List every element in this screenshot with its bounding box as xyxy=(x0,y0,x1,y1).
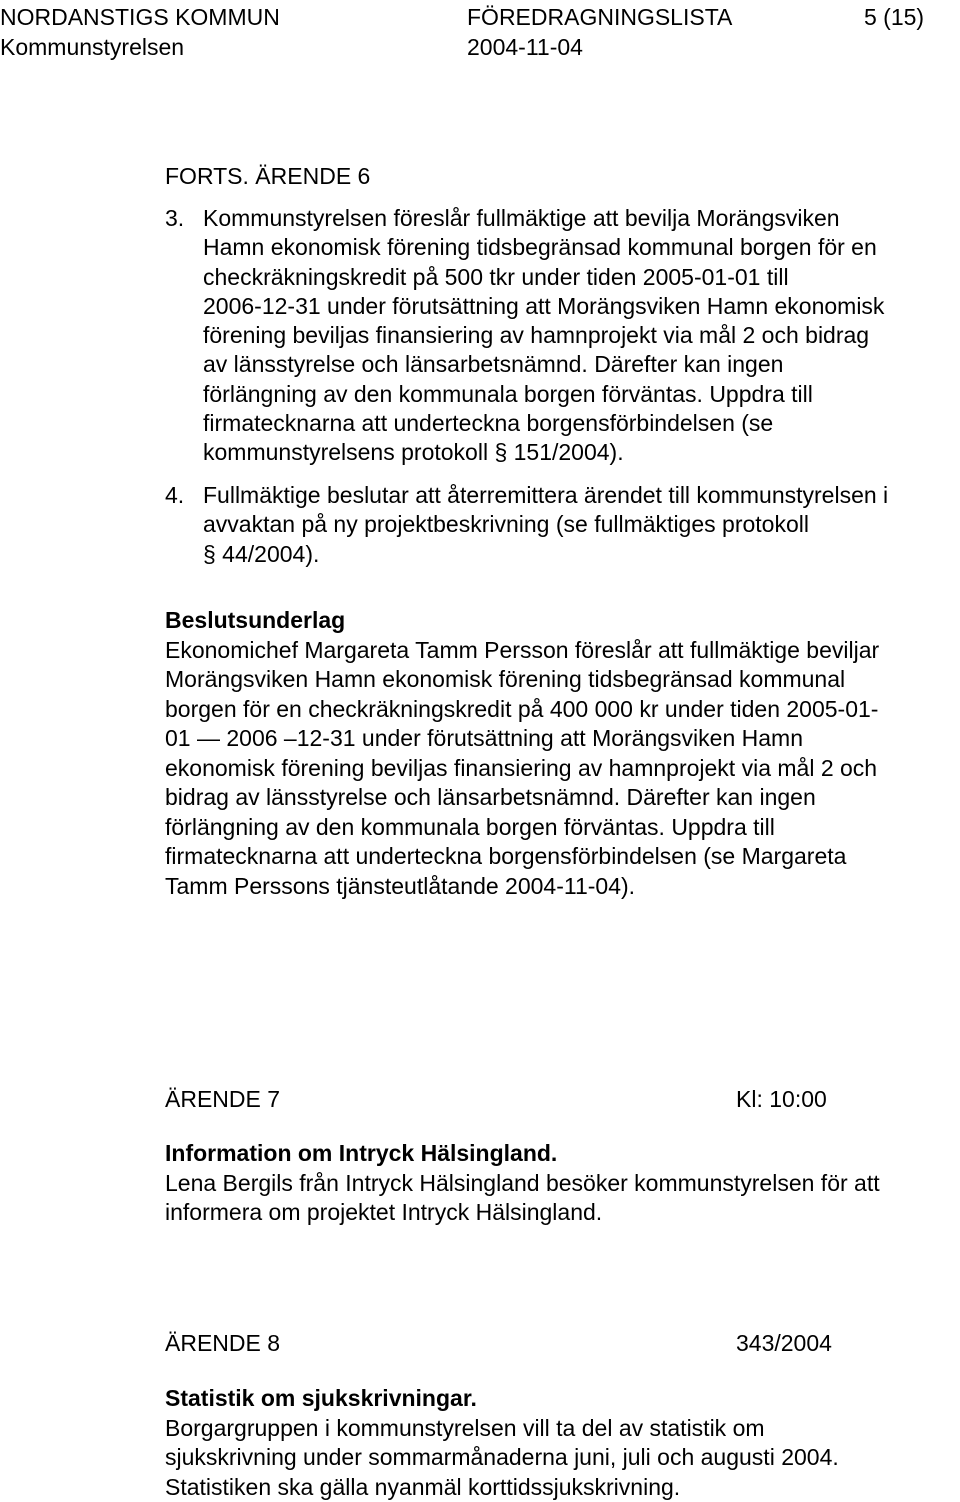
text-line: bidrag av länsstyrelse och länsarbetsnämnd. Därefter kan ingen xyxy=(165,783,960,813)
arende-7-title: Information om Intryck Hälsingland. xyxy=(165,1139,960,1169)
beslutsunderlag-section xyxy=(165,606,960,901)
text-line: borgen för en checkräkningskredit på 400 000 kr under tiden 2005-01- xyxy=(165,695,960,725)
text-line: förlängning av den kommunala borgen förväntas. Uppdra till xyxy=(203,380,960,409)
text-line: förening beviljas finansiering av hamnprojekt via mål 2 och bidrag xyxy=(203,321,960,350)
item-text xyxy=(203,204,960,468)
text-line: Tamm Perssons tjänsteutlåtande 2004-11-04). xyxy=(165,872,960,902)
text-line: checkräkningskredit på 500 tkr under tiden 2005-01-01 till xyxy=(203,263,960,292)
text-line: informera om projektet Intryck Hälsingland. xyxy=(165,1198,960,1228)
text-line: 2006-12-31 under förutsättning att Morängsviken Hamn ekonomisk xyxy=(203,292,960,321)
arende-7-header xyxy=(165,1085,845,1113)
text-line: Kommunstyrelsen föreslår fullmäktige att bevilja Morängsviken xyxy=(203,204,960,233)
text-line: sjukskrivning under sommarmånaderna juni, juli och augusti 2004. xyxy=(165,1443,960,1473)
arende-7-label: ÄRENDE 7 xyxy=(165,1085,280,1113)
text-line: firmatecknarna att underteckna borgensförbindelsen (se Margareta xyxy=(165,842,960,872)
text-line: förlängning av den kommunala borgen förväntas. Uppdra till xyxy=(165,813,960,843)
section-heading: Beslutsunderlag xyxy=(165,606,960,636)
arende-8-header xyxy=(165,1329,845,1357)
continued-title: FORTS. ÄRENDE 6 xyxy=(165,163,370,189)
text-line: firmatecknarna att underteckna borgensförbindelsen (se xyxy=(203,409,960,438)
arende-8-title: Statistik om sjukskrivningar. xyxy=(165,1384,960,1414)
text-line: 01 — 2006 –12-31 under förutsättning att Morängsviken Hamn xyxy=(165,724,960,754)
header-doc-type: FÖREDRAGNINGSLISTA xyxy=(467,4,732,30)
arende-8-body xyxy=(165,1384,960,1502)
text-line: avvaktan på ny projektbeskrivning (se fullmäktiges protokoll xyxy=(203,510,960,539)
text-line: Ekonomichef Margareta Tamm Persson föreslår att fullmäktige beviljar xyxy=(165,636,960,666)
arende-7-body xyxy=(165,1139,960,1228)
header-municipality: NORDANSTIGS KOMMUN xyxy=(0,4,280,30)
text-line: kommunstyrelsens protokoll § 151/2004). xyxy=(203,438,960,467)
item-number: 3. xyxy=(165,204,184,233)
header-date: 2004-11-04 xyxy=(467,34,583,60)
text-line: av länsstyrelse och länsarbetsnämnd. Därefter kan ingen xyxy=(203,350,960,379)
arende-7-time: Kl: 10:00 xyxy=(736,1085,827,1113)
arende-8-reference: 343/2004 xyxy=(736,1329,832,1357)
arende-8-label: ÄRENDE 8 xyxy=(165,1329,280,1357)
text-line: Borgargruppen i kommunstyrelsen vill ta del av statistik om xyxy=(165,1414,960,1444)
text-line: Lena Bergils från Intryck Hälsingland besöker kommunstyrelsen för att xyxy=(165,1169,960,1199)
list-item xyxy=(165,481,960,569)
text-line: Statistiken ska gälla nyanmäl korttidssjukskrivning. xyxy=(165,1473,960,1502)
text-line: Hamn ekonomisk förening tidsbegränsad kommunal borgen för en xyxy=(203,233,960,262)
header-page-number: 5 (15) xyxy=(864,4,924,30)
header-body: Kommunstyrelsen xyxy=(0,34,184,60)
text-line: Fullmäktige beslutar att återremittera ärendet till kommunstyrelsen i xyxy=(203,481,960,510)
text-line: ekonomisk förening beviljas finansiering av hamnprojekt via mål 2 och xyxy=(165,754,960,784)
item-number: 4. xyxy=(165,481,184,510)
text-line: § 44/2004). xyxy=(203,540,960,569)
text-line: Morängsviken Hamn ekonomisk förening tidsbegränsad kommunal xyxy=(165,665,960,695)
list-item xyxy=(165,204,960,468)
item-text xyxy=(203,481,960,569)
